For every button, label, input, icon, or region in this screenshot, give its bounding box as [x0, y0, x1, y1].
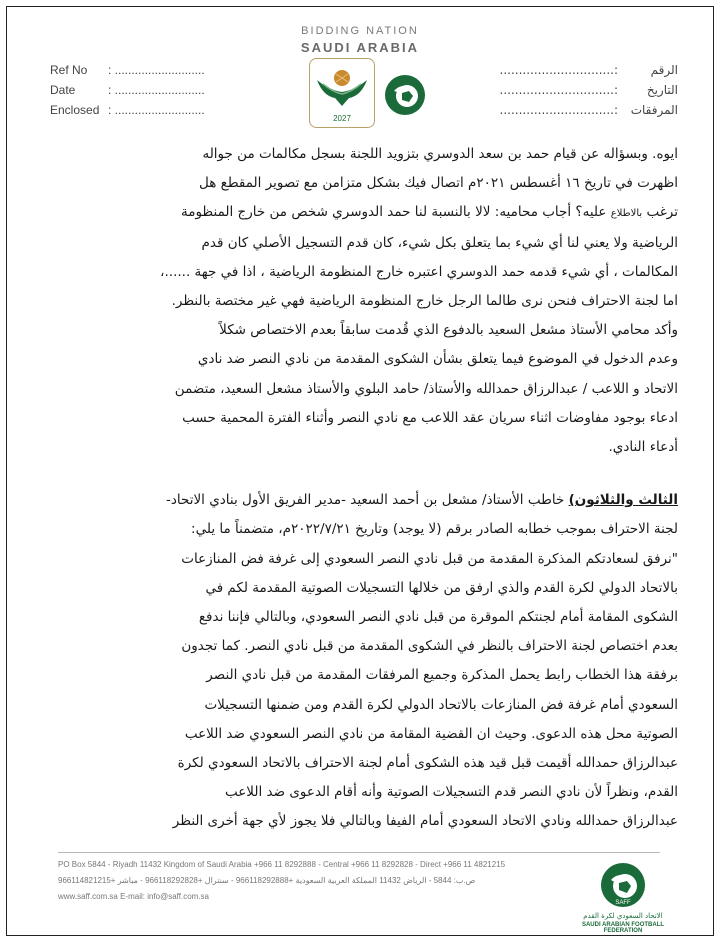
- footer-divider: [58, 852, 660, 853]
- footer-contact: [58, 857, 598, 905]
- letterhead: [0, 0, 720, 140]
- date-ar-row: [500, 83, 678, 103]
- saff-logo-icon: [384, 74, 426, 116]
- enclosed-value: : ...........................: [108, 103, 205, 117]
- footer-website: www.saff.com.sa E-mail: info@saff.com.sa: [58, 892, 209, 901]
- body-fragment: عليه؟ أجاب محاميه: لالا بالنسبة لنا حمد الدوسري شخص من خارج المنظومة: [180, 204, 607, 221]
- body-line: [42, 486, 678, 515]
- bid-logo-icon: [309, 58, 375, 128]
- ref-no-ar-row: [500, 63, 678, 83]
- body-line: عبدالرزاق حمدالله ونادي الاتحاد السعودي أمام الفيفا وبالتالي فلا يجوز لأي جهة أخرى النظر: [172, 813, 678, 830]
- ref-no-row: [50, 63, 205, 83]
- ref-no-label: Ref No: [50, 63, 88, 77]
- enclosed-row: [50, 103, 205, 123]
- body-line: بالاتحاد الدولي لكرة القدم والذي ارفق من خلالها التسجيلات الصوتية المقدمة لكم في: [205, 579, 678, 596]
- body-line: الاتحاد و اللاعب / عبدالرزاق حمدالله والأستاذ/ حامد البلوي والأستاذ مشعل السعيد، متضمن: [174, 380, 678, 397]
- body-line: ايوه. وبسؤاله عن قيام حمد بن سعد الدوسري بتزويد اللجنة بسجل مكالمات من جواله: [202, 146, 678, 162]
- enclosed-label: Enclosed: [50, 103, 100, 117]
- bidding-nation-title: BIDDING NATION: [301, 25, 419, 37]
- body-line: "نرفق لسعادتكم المذكرة المقدمة من قبل نادي النصر السعودي إلى غرفة فض المنازعات: [181, 550, 678, 567]
- reference-fields-en: [50, 63, 205, 123]
- body-line: السعودي أمام غرفة فض المنازعات بالاتحاد الدولي لكرة القدم ومن ضمنها التسجيلات: [204, 696, 678, 713]
- reference-fields-ar: [500, 63, 678, 123]
- date-row: [50, 83, 205, 103]
- body-line: وأكد محامي الأستاذ مشعل السعيد بالدفوع الذي قُدمت سابقاً بعدم الاختصاص شكلاً: [219, 322, 678, 339]
- body-small-fragment: بالاطلاع: [610, 208, 643, 220]
- body-line: وعدم الدخول في الموضوع فيما يتعلق بشأن الشكوى المقدمة من نادي النصر ضد نادي: [197, 351, 678, 368]
- body-fragment: ترغب: [646, 204, 678, 221]
- body-line: لجنة الاحتراف بموجب خطابه الصادر برقم (لا يوجد) وتاريخ ٢٠٢٢/٧/٢١م، متضمناً ما يلي:: [191, 521, 678, 538]
- body-line: عبدالرزاق حمدالله أقيمت قبل قيد هذه الشكوى أمام لجنة الاحتراف بالاتحاد السعودي لكرة: [177, 755, 678, 772]
- body-line: الشكوى المقامة أمام لجنتكم الموقرة من قبل نادي النصر السعودي، وبالتالي فإننا ندفع: [198, 609, 678, 626]
- body-line: بعدم اختصاص لجنة الاحتراف بالنظر في الشكوى المقدمة من قبل نادي النصر. كما تجدون: [181, 638, 678, 655]
- ref-no-ar-value: :..............................: [499, 63, 618, 77]
- enclosed-ar-label: المرفقات: [630, 103, 678, 117]
- footer-address-en: PO Box 5844 - Riyadh 11432 Kingdom of Saudi Arabia +966 11 8292888 - Central +966 11 8292828 - Direct +966 11 4821215: [58, 860, 506, 869]
- federation-name-ar: الاتحاد السعودي لكرة القدم: [583, 912, 663, 920]
- body-fragment: خاطب الأستاذ/ مشعل بن أحمد السعيد -مدير الفريق الأول بنادي الاتحاد-: [166, 492, 569, 509]
- body-line: المكالمات ، أي شيء قدمه حمد الدوسري اعتبره خارج المنظومة الرياضية ، اذا في جهة ......،: [160, 263, 678, 280]
- date-value: : ...........................: [108, 83, 205, 97]
- footer-address-ar: ص.ب: 5844 - الرياض 11432 المملكة العربية السعودية +966118292888 - سنترال +966118292828 - مباشر +966114821215: [58, 876, 476, 885]
- body-line: [42, 198, 678, 228]
- date-ar-label: التاريخ: [646, 83, 678, 97]
- body-line: الصوتية محل هذه الدعوى. وحيث ان القضية المقامة من نادي النصر السعودي ضد اللاعب: [184, 725, 678, 742]
- letter-body: [42, 140, 678, 837]
- svg-text:SAFF: SAFF: [615, 900, 631, 906]
- date-ar-value: :..............................: [499, 83, 618, 97]
- body-line: الرياضية ولا يعني لنا أي شيء بما يتعلق بكل شيء، كان قدم التسجيل الأصلي كان قدم: [201, 234, 678, 251]
- bid-logo-year: 2027: [333, 114, 351, 123]
- body-line: أدعاء النادي.: [608, 439, 678, 456]
- ref-no-ar-label: الرقم: [650, 63, 678, 77]
- date-label: Date: [50, 83, 76, 97]
- enclosed-ar-value: :..............................: [499, 103, 618, 117]
- saff-footer-logo-icon: [600, 862, 646, 908]
- body-line: اما لجنة الاحتراف فنحن نرى طالما الرجل خارج المنظومة الرياضية فهي غير مختصة بالنظر.: [171, 293, 678, 310]
- body-line: برفقة هذا الخطاب رابط يحمل المذكرة وجميع المرفقات المقدمة من قبل نادي النصر: [206, 667, 678, 684]
- saudi-arabia-title: SAUDI ARABIA: [300, 40, 420, 55]
- body-line: ادعاء بوجود مفاوضات اثناء سريان عقد اللاعب مع نادي النصر وأثناء الفترة المحمية حسب: [182, 409, 678, 426]
- body-line: اظهرت في تاريخ ١٦ أغسطس ٢٠٢١م اتصال فيك بشكل متزامن مع تصوير المقطع هل: [199, 175, 678, 192]
- enclosed-ar-row: [500, 103, 678, 123]
- section-heading: الثالث والثلاثون): [568, 492, 678, 509]
- body-line: القدم، ونظراً لأن نادي النصر قدم التسجيلات الصوتية وأنه أقام الدعوى ضد اللاعب: [224, 784, 678, 801]
- paragraph-gap: [42, 462, 678, 486]
- federation-name-en: SAUDI ARABIAN FOOTBALL FEDERATION: [581, 922, 665, 934]
- ref-no-value: : ...........................: [108, 63, 205, 77]
